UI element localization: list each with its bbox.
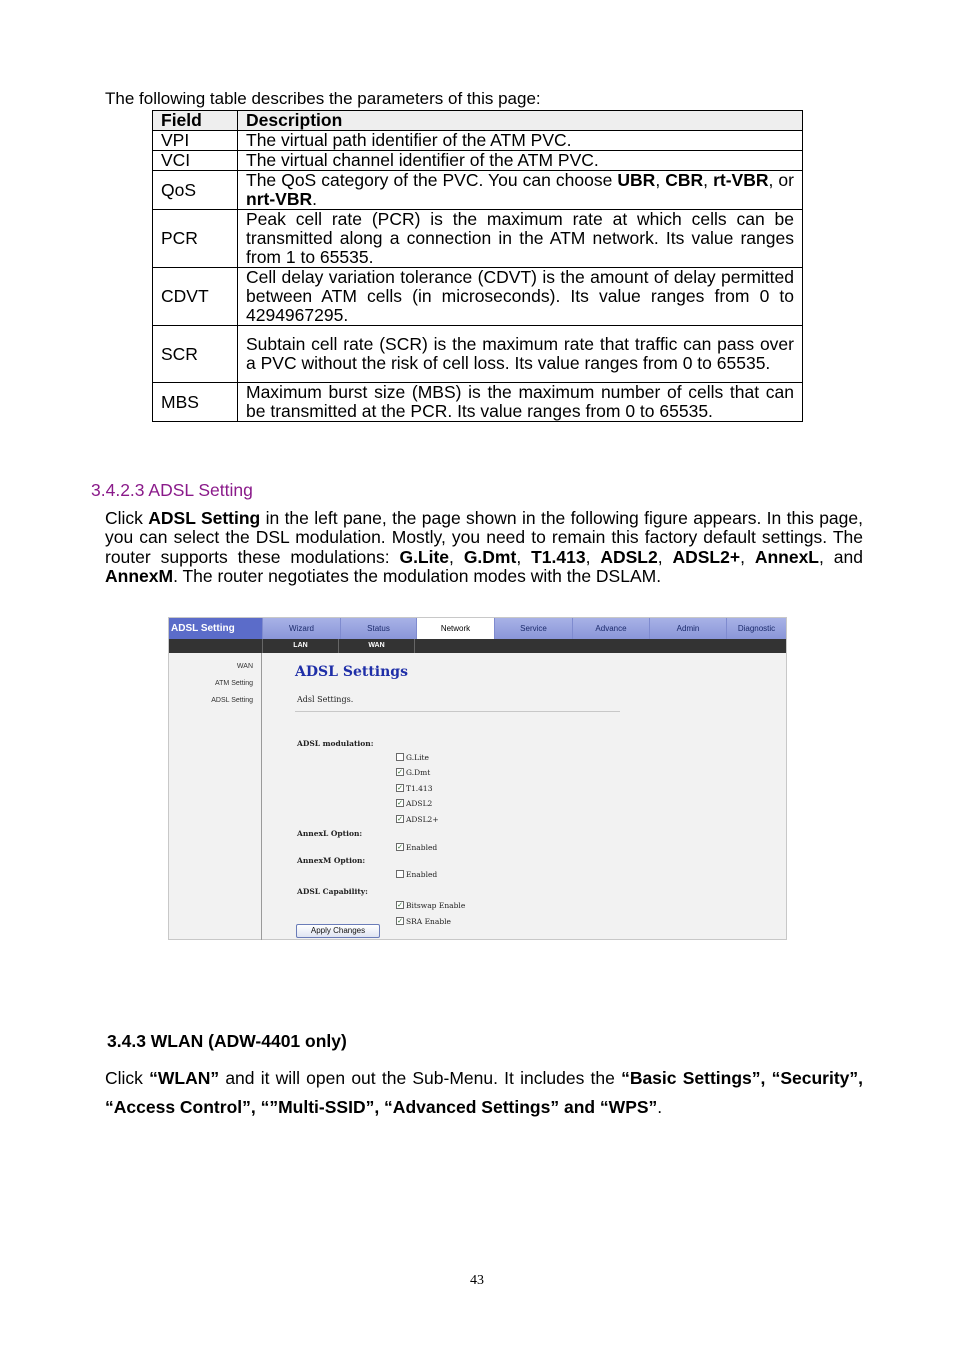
- checkbox-label: Enabled: [406, 870, 438, 879]
- capability-label: ADSL Capability:: [297, 887, 368, 896]
- checkbox-glite[interactable]: [396, 753, 429, 763]
- para-bold: G.Dmt: [463, 546, 517, 567]
- desc-text: , or: [768, 170, 794, 190]
- checkbox-bitswap[interactable]: [396, 901, 465, 911]
- description-cell: Cell delay variation tolerance (CDVT) is the amount of delay permitted between ATM cells (in microseconds). Its value ranges from 0 to 4294967295.: [238, 268, 803, 326]
- left-nav-adsl-setting[interactable]: ADSL Setting: [211, 697, 253, 704]
- check-icon[interactable]: ✓: [397, 917, 403, 925]
- intro-text: The following table describes the parameters of this page:: [105, 89, 541, 108]
- nav-tab-network[interactable]: Network: [416, 618, 494, 639]
- sub-tab-lan[interactable]: LAN: [262, 639, 338, 653]
- annexm-label: AnnexM Option:: [297, 856, 366, 865]
- para-text: Click: [105, 1068, 150, 1088]
- description-cell: Peak cell rate (PCR) is the maximum rate at which cells can be transmitted along a connection in the ATM network. Its value ranges from 1 to 65535.: [238, 210, 803, 268]
- para-text: , and: [819, 546, 863, 567]
- checkbox-label: SRA Enable: [406, 917, 451, 926]
- wlan-paragraph: [105, 1064, 863, 1122]
- checkbox-box[interactable]: [396, 753, 404, 761]
- adsl-settings-screenshot: [168, 617, 787, 940]
- para-text: ,: [516, 546, 532, 567]
- check-icon[interactable]: ✓: [397, 843, 403, 851]
- table-row: [153, 383, 803, 422]
- checkbox-t1413[interactable]: [396, 784, 432, 794]
- para-text: . The router negotiates the modulation modes with the DSLAM.: [173, 565, 662, 586]
- desc-text: The QoS category of the PVC. You can choose: [246, 170, 618, 190]
- desc-bold: rt-VBR: [713, 170, 769, 190]
- nav-tab-admin[interactable]: Admin: [649, 618, 726, 639]
- annexl-label: AnnexL Option:: [297, 829, 363, 838]
- desc-bold: CBR: [665, 170, 704, 190]
- table-header-row: [153, 111, 803, 131]
- desc-bold: nrt-VBR: [246, 189, 313, 209]
- nav-tab-status[interactable]: Status: [340, 618, 416, 639]
- modulation-label: ADSL modulation:: [297, 739, 374, 748]
- apply-changes-button[interactable]: Apply Changes: [296, 924, 380, 938]
- left-nav: [169, 653, 262, 940]
- table-row: [153, 268, 803, 326]
- checkbox-label: ADSL2+: [406, 815, 439, 824]
- parameters-table: [152, 110, 803, 422]
- checkbox-annexl-enabled[interactable]: [396, 843, 437, 853]
- field-cell: VCI: [153, 151, 238, 171]
- checkbox-label: Bitswap Enable: [406, 901, 466, 910]
- section-title-wlan: 3.4.3 WLAN (ADW-4401 only): [107, 1031, 347, 1051]
- checkbox-label: Enabled: [406, 843, 438, 852]
- main-panel: [262, 653, 786, 940]
- field-cell: MBS: [153, 383, 238, 422]
- checkbox-label: T1.413: [406, 784, 433, 793]
- check-icon[interactable]: ✓: [397, 768, 403, 776]
- description-cell: The virtual channel identifier of the ATM PVC.: [238, 151, 803, 171]
- table-row: [153, 326, 803, 383]
- checkbox-label: ADSL2: [406, 799, 433, 808]
- para-text: and it will open out the Sub-Menu. It includes the: [219, 1068, 622, 1088]
- left-nav-wan[interactable]: WAN: [236, 663, 253, 670]
- para-bold: G.Lite: [399, 546, 450, 567]
- checkbox-annexm-enabled[interactable]: [396, 870, 437, 880]
- table-row: [153, 151, 803, 171]
- para-text: .: [657, 1097, 663, 1117]
- para-bold: “WLAN”: [149, 1068, 220, 1088]
- para-text: ,: [449, 546, 464, 567]
- header-field: Field: [153, 111, 238, 131]
- header-description: Description: [238, 111, 803, 131]
- divider: [295, 711, 620, 712]
- para-bold: ADSL2: [600, 546, 658, 567]
- page-description: Adsl Settings.: [297, 695, 354, 704]
- page-number: 43: [470, 1273, 484, 1288]
- checkbox-box[interactable]: [396, 870, 404, 878]
- nav-tab-wizard[interactable]: Wizard: [262, 618, 340, 639]
- para-bold: “Basic Settings”, “Security”, “Access Control”, “”Multi-SSID”, “Advanced Settings” and “WPS”: [105, 1068, 863, 1117]
- adsl-paragraph: [105, 509, 863, 586]
- field-cell: QoS: [153, 171, 238, 210]
- nav-tab-advance[interactable]: Advance: [572, 618, 649, 639]
- description-cell: Maximum burst size (MBS) is the maximum number of cells that can be transmitted at the PCR. Its value ranges from 0 to 65535.: [238, 383, 803, 422]
- checkbox-sra[interactable]: [396, 917, 451, 927]
- desc-bold: UBR: [617, 170, 656, 190]
- para-bold: AnnexL: [754, 546, 820, 567]
- table-row: [153, 171, 803, 210]
- checkbox-gdmt[interactable]: [396, 768, 430, 778]
- description-cell: Subtain cell rate (SCR) is the maximum rate that traffic can pass over a PVC without the risk of cell loss. Its value ranges from 0 to 65535.: [238, 326, 803, 383]
- checkbox-label: G.Dmt: [406, 768, 431, 777]
- para-text: ,: [740, 546, 755, 567]
- field-cell: VPI: [153, 131, 238, 151]
- checkbox-adsl2plus[interactable]: [396, 815, 439, 825]
- brand-label: ADSL Setting: [169, 618, 262, 639]
- checkbox-adsl2[interactable]: [396, 799, 432, 809]
- check-icon[interactable]: ✓: [397, 901, 403, 909]
- para-text: in the left pane, the page shown in the following figure appears. In this page, you can select the DSL modulation. Mostly, you need to remain this factory default settings. The router supports these modulations:: [105, 508, 863, 567]
- check-icon[interactable]: ✓: [397, 784, 403, 792]
- left-nav-atm-setting[interactable]: ATM Setting: [215, 680, 253, 687]
- nav-tab-diagnostic[interactable]: Diagnostic: [726, 618, 786, 639]
- description-cell: [238, 171, 803, 210]
- page-title: ADSL Settings: [295, 664, 408, 680]
- table-row: [153, 131, 803, 151]
- nav-tab-service[interactable]: Service: [494, 618, 572, 639]
- para-text: ,: [657, 546, 673, 567]
- para-text: ,: [585, 546, 601, 567]
- check-icon[interactable]: ✓: [397, 799, 403, 807]
- desc-text: ,: [655, 170, 666, 190]
- description-cell: The virtual path identifier of the ATM PVC.: [238, 131, 803, 151]
- para-bold: T1.413: [531, 546, 586, 567]
- field-cell: SCR: [153, 326, 238, 383]
- field-cell: PCR: [153, 210, 238, 268]
- para-bold: ADSL2+: [672, 546, 741, 567]
- para-bold: AnnexM: [105, 565, 174, 586]
- desc-text: .: [312, 189, 317, 209]
- para-bold: ADSL Setting: [148, 508, 261, 528]
- check-icon[interactable]: ✓: [397, 815, 403, 823]
- sub-tab-wan[interactable]: WAN: [338, 639, 415, 653]
- desc-text: ,: [703, 170, 714, 190]
- checkbox-label: G.Lite: [406, 753, 429, 762]
- table-row: [153, 210, 803, 268]
- field-cell: CDVT: [153, 268, 238, 326]
- para-text: Click: [105, 508, 149, 528]
- section-title-adsl: 3.4.2.3 ADSL Setting: [91, 480, 253, 500]
